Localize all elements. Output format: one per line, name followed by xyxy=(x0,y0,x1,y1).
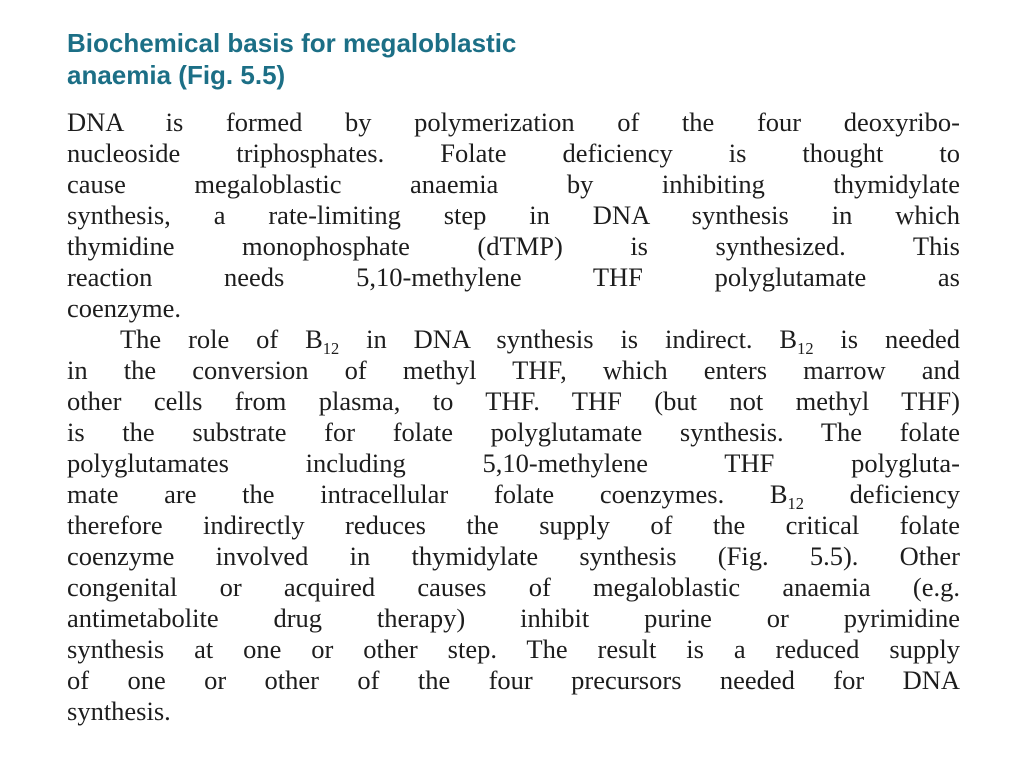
text-run: mate are the intracellular folate coenzymes. B xyxy=(67,479,788,509)
paragraph-1 xyxy=(67,107,960,324)
text-line: synthesis at one or other step. The result is a reduced supply xyxy=(67,634,960,664)
heading-line-1: Biochemical basis for megaloblastic xyxy=(67,28,517,58)
text-line: other cells from plasma, to THF. THF (but not methyl THF) xyxy=(67,386,960,416)
text-line: polyglutamates including 5,10-methylene THF polygluta- xyxy=(67,448,960,478)
text-line: synthesis. xyxy=(67,696,171,726)
text-run: is needed xyxy=(813,324,960,354)
text-run: The role of B xyxy=(120,324,323,354)
text-run: in DNA synthesis is indirect. B xyxy=(339,324,798,354)
text-line: is the substrate for folate polyglutamate synthesis. The folate xyxy=(67,417,960,447)
text-line: in the conversion of methyl THF, which enters marrow and xyxy=(67,355,960,385)
subscript: 12 xyxy=(787,493,804,513)
text-line: DNA is formed by polymerization of the four deoxyribo- xyxy=(67,107,960,137)
text-line: of one or other of the four precursors needed for DNA xyxy=(67,665,960,695)
text-line: antimetabolite drug therapy) inhibit purine or pyrimidine xyxy=(67,603,960,633)
body-text xyxy=(67,107,960,727)
text-line xyxy=(67,324,960,358)
text-line: synthesis, a rate-limiting step in DNA synthesis in which xyxy=(67,200,960,230)
paragraph-2 xyxy=(67,324,960,727)
text-line: thymidine monophosphate (dTMP) is synthesized. This xyxy=(67,231,960,261)
section-heading xyxy=(67,27,516,91)
text-line: therefore indirectly reduces the supply of the critical folate xyxy=(67,510,960,540)
text-line xyxy=(67,479,960,513)
text-line: nucleoside triphosphates. Folate deficiency is thought to xyxy=(67,138,960,168)
text-line: congenital or acquired causes of megaloblastic anaemia (e.g. xyxy=(67,572,960,602)
text-line: coenzyme. xyxy=(67,293,182,323)
text-line: cause megaloblastic anaemia by inhibiting thymidylate xyxy=(67,169,960,199)
heading-line-2: anaemia (Fig. 5.5) xyxy=(67,60,286,90)
subscript: 12 xyxy=(797,338,814,358)
text-line: reaction needs 5,10-methylene THF polyglutamate as xyxy=(67,262,960,292)
subscript: 12 xyxy=(322,338,340,358)
text-run: deficiency xyxy=(803,479,960,509)
text-line: coenzyme involved in thymidylate synthesis (Fig. 5.5). Other xyxy=(67,541,960,571)
